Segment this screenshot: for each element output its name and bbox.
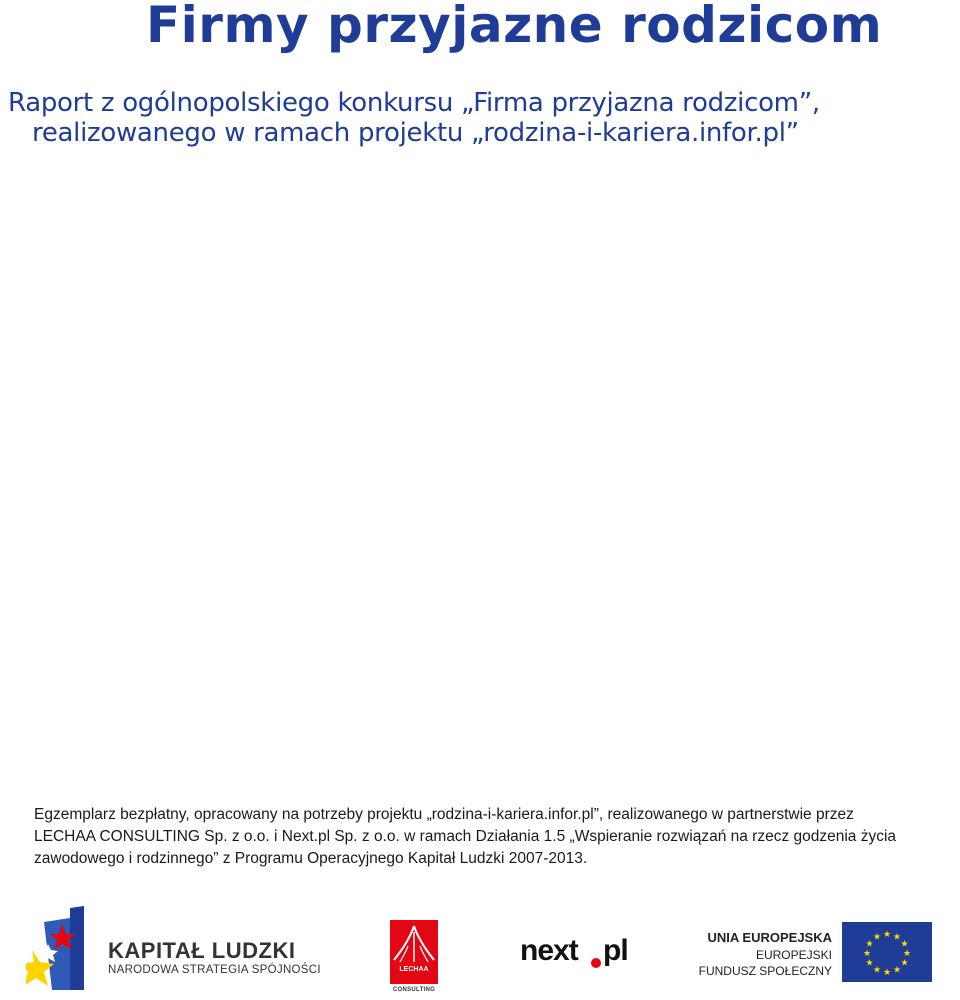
note-line-1: Egzemplarz bezpłatny, opracowany na potrzeby projektu „rodzina-i-kariera.infor.pl”, realizowanego w partnerstwie przez: [34, 806, 854, 823]
subtitle-line-2: realizowanego w ramach projektu „rodzina-i-kariera.infor.pl”: [32, 118, 799, 148]
lechaa-name: LECHAA: [399, 966, 429, 973]
publication-note: [34, 804, 944, 870]
svg-text:★: ★: [865, 958, 874, 969]
svg-text:★: ★: [882, 968, 892, 978]
svg-text:★: ★: [900, 958, 909, 969]
kapital-ludzki-tagline: NARODOWA STRATEGIA SPÓJNOŚCI: [108, 964, 321, 976]
eu-logo: [698, 928, 932, 988]
note-line-3: zawodowego i rodzinnego” z Programu Operacyjnego Kapitał Ludzki 2007-2013.: [34, 850, 588, 867]
eu-logo-line-3: FUNDUSZ SPOŁECZNY: [698, 964, 832, 978]
svg-text:★: ★: [902, 949, 912, 959]
note-line-2: LECHAA CONSULTING Sp. z o.o. i Next.pl Sp. z o.o. w ramach Działania 1.5 „Wspieranie rozwiązań na rzecz godzenia życia: [34, 828, 897, 845]
kapital-ludzki-name: KAPITAŁ LUDZKI: [108, 938, 296, 963]
lechaa-roof-icon: [390, 922, 438, 966]
svg-text:★: ★: [862, 949, 872, 959]
kapital-ludzki-logo: [26, 906, 326, 990]
lechaa-box: [390, 920, 438, 984]
lechaa-logo: [388, 920, 440, 996]
document-subtitle: [8, 88, 820, 148]
svg-text:★: ★: [882, 930, 892, 940]
svg-text:★: ★: [872, 932, 882, 943]
eu-stars-icon: [842, 922, 932, 982]
svg-text:★: ★: [872, 965, 882, 976]
lechaa-sub: CONSULTING: [392, 987, 436, 993]
svg-text:★: ★: [900, 939, 909, 950]
eu-logo-line-1: UNIA EUROPEJSKA: [707, 930, 832, 945]
svg-text:★: ★: [892, 965, 902, 976]
subtitle-line-1: Raport z ogólnopolskiego konkursu „Firma przyjazna rodzicom”,: [8, 88, 820, 118]
svg-text:★: ★: [865, 939, 874, 950]
next-logo-part2: pl: [603, 934, 628, 967]
next-logo-part1: next: [520, 934, 578, 967]
eu-flag-icon: [842, 922, 932, 982]
eu-logo-line-2: EUROPEJSKI: [755, 948, 832, 962]
next-pl-logo: [520, 934, 640, 974]
next-logo-dot-icon: [591, 958, 601, 968]
document-title: Firmy przyjazne rodzicom: [146, 0, 883, 54]
svg-text:★: ★: [892, 932, 902, 943]
kapital-ludzki-emblem-icon: [26, 906, 106, 990]
